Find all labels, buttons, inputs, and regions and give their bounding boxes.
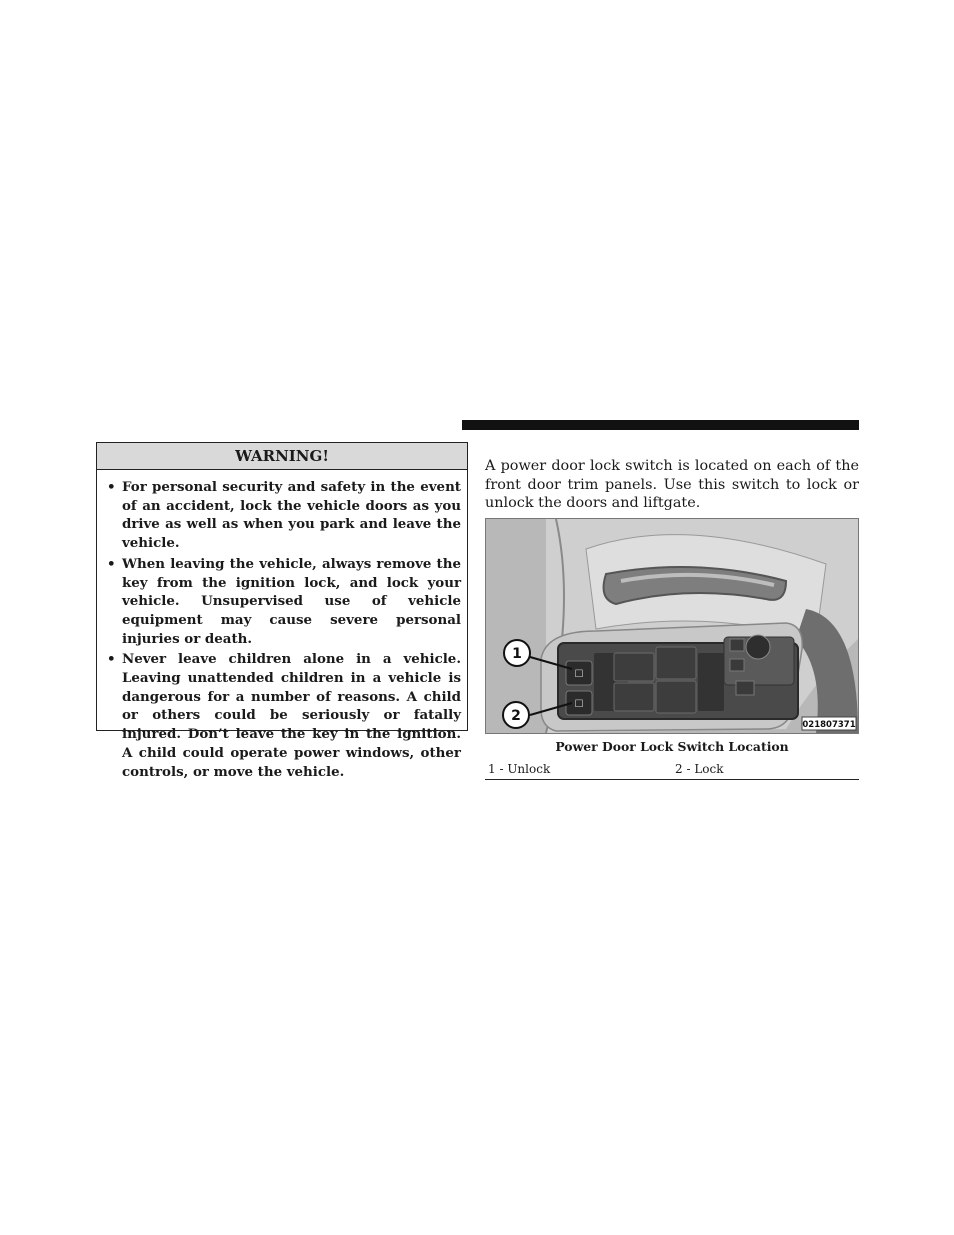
figure-code: 021807371 (802, 720, 856, 730)
figure-caption: Power Door Lock Switch Location (555, 739, 789, 754)
warning-item: • When leaving the vehicle, always remove the key from the ignition lock, and lock your vehicle. Unsupervised use of vehicle equipment may cause severe personal injuries or death. (107, 555, 461, 647)
bullet-icon: • (107, 479, 116, 495)
warning-box (96, 442, 468, 780)
door-panel-svg (486, 519, 858, 733)
warning-item: • Never leave children alone in a vehicle. Leaving unattended children in a vehicle is dangerous for a number of reasons. A child or others could be seriously or fatally injured. Don’t leave the key in the ignition. A child could operate power windows, other controls, or move the vehicle. (107, 651, 461, 780)
figure-legend (485, 761, 859, 780)
callout-1: 1 (512, 646, 522, 662)
warning-title: WARNING! (97, 443, 467, 470)
svg-text:☐: ☐ (574, 669, 584, 680)
body-paragraph: A power door lock switch is located on each of the front door trim panels. Use this switch to lock or unlock the doors and liftgate. (485, 458, 859, 512)
door-lock-switch-illustration (485, 518, 859, 734)
svg-text:☐: ☐ (574, 699, 584, 710)
warning-item: • For personal security and safety in the event of an accident, lock the vehicle doors as you drive as well as when you park and leave the vehicle. (107, 479, 461, 552)
legend-lock: 2 - Lock (675, 762, 724, 776)
section-rule (462, 420, 859, 430)
warning-list (97, 470, 467, 781)
legend-unlock: 1 - Unlock (488, 762, 551, 776)
bullet-icon: • (107, 651, 116, 668)
bullet-icon: • (107, 555, 116, 572)
callout-2: 2 (511, 708, 521, 724)
